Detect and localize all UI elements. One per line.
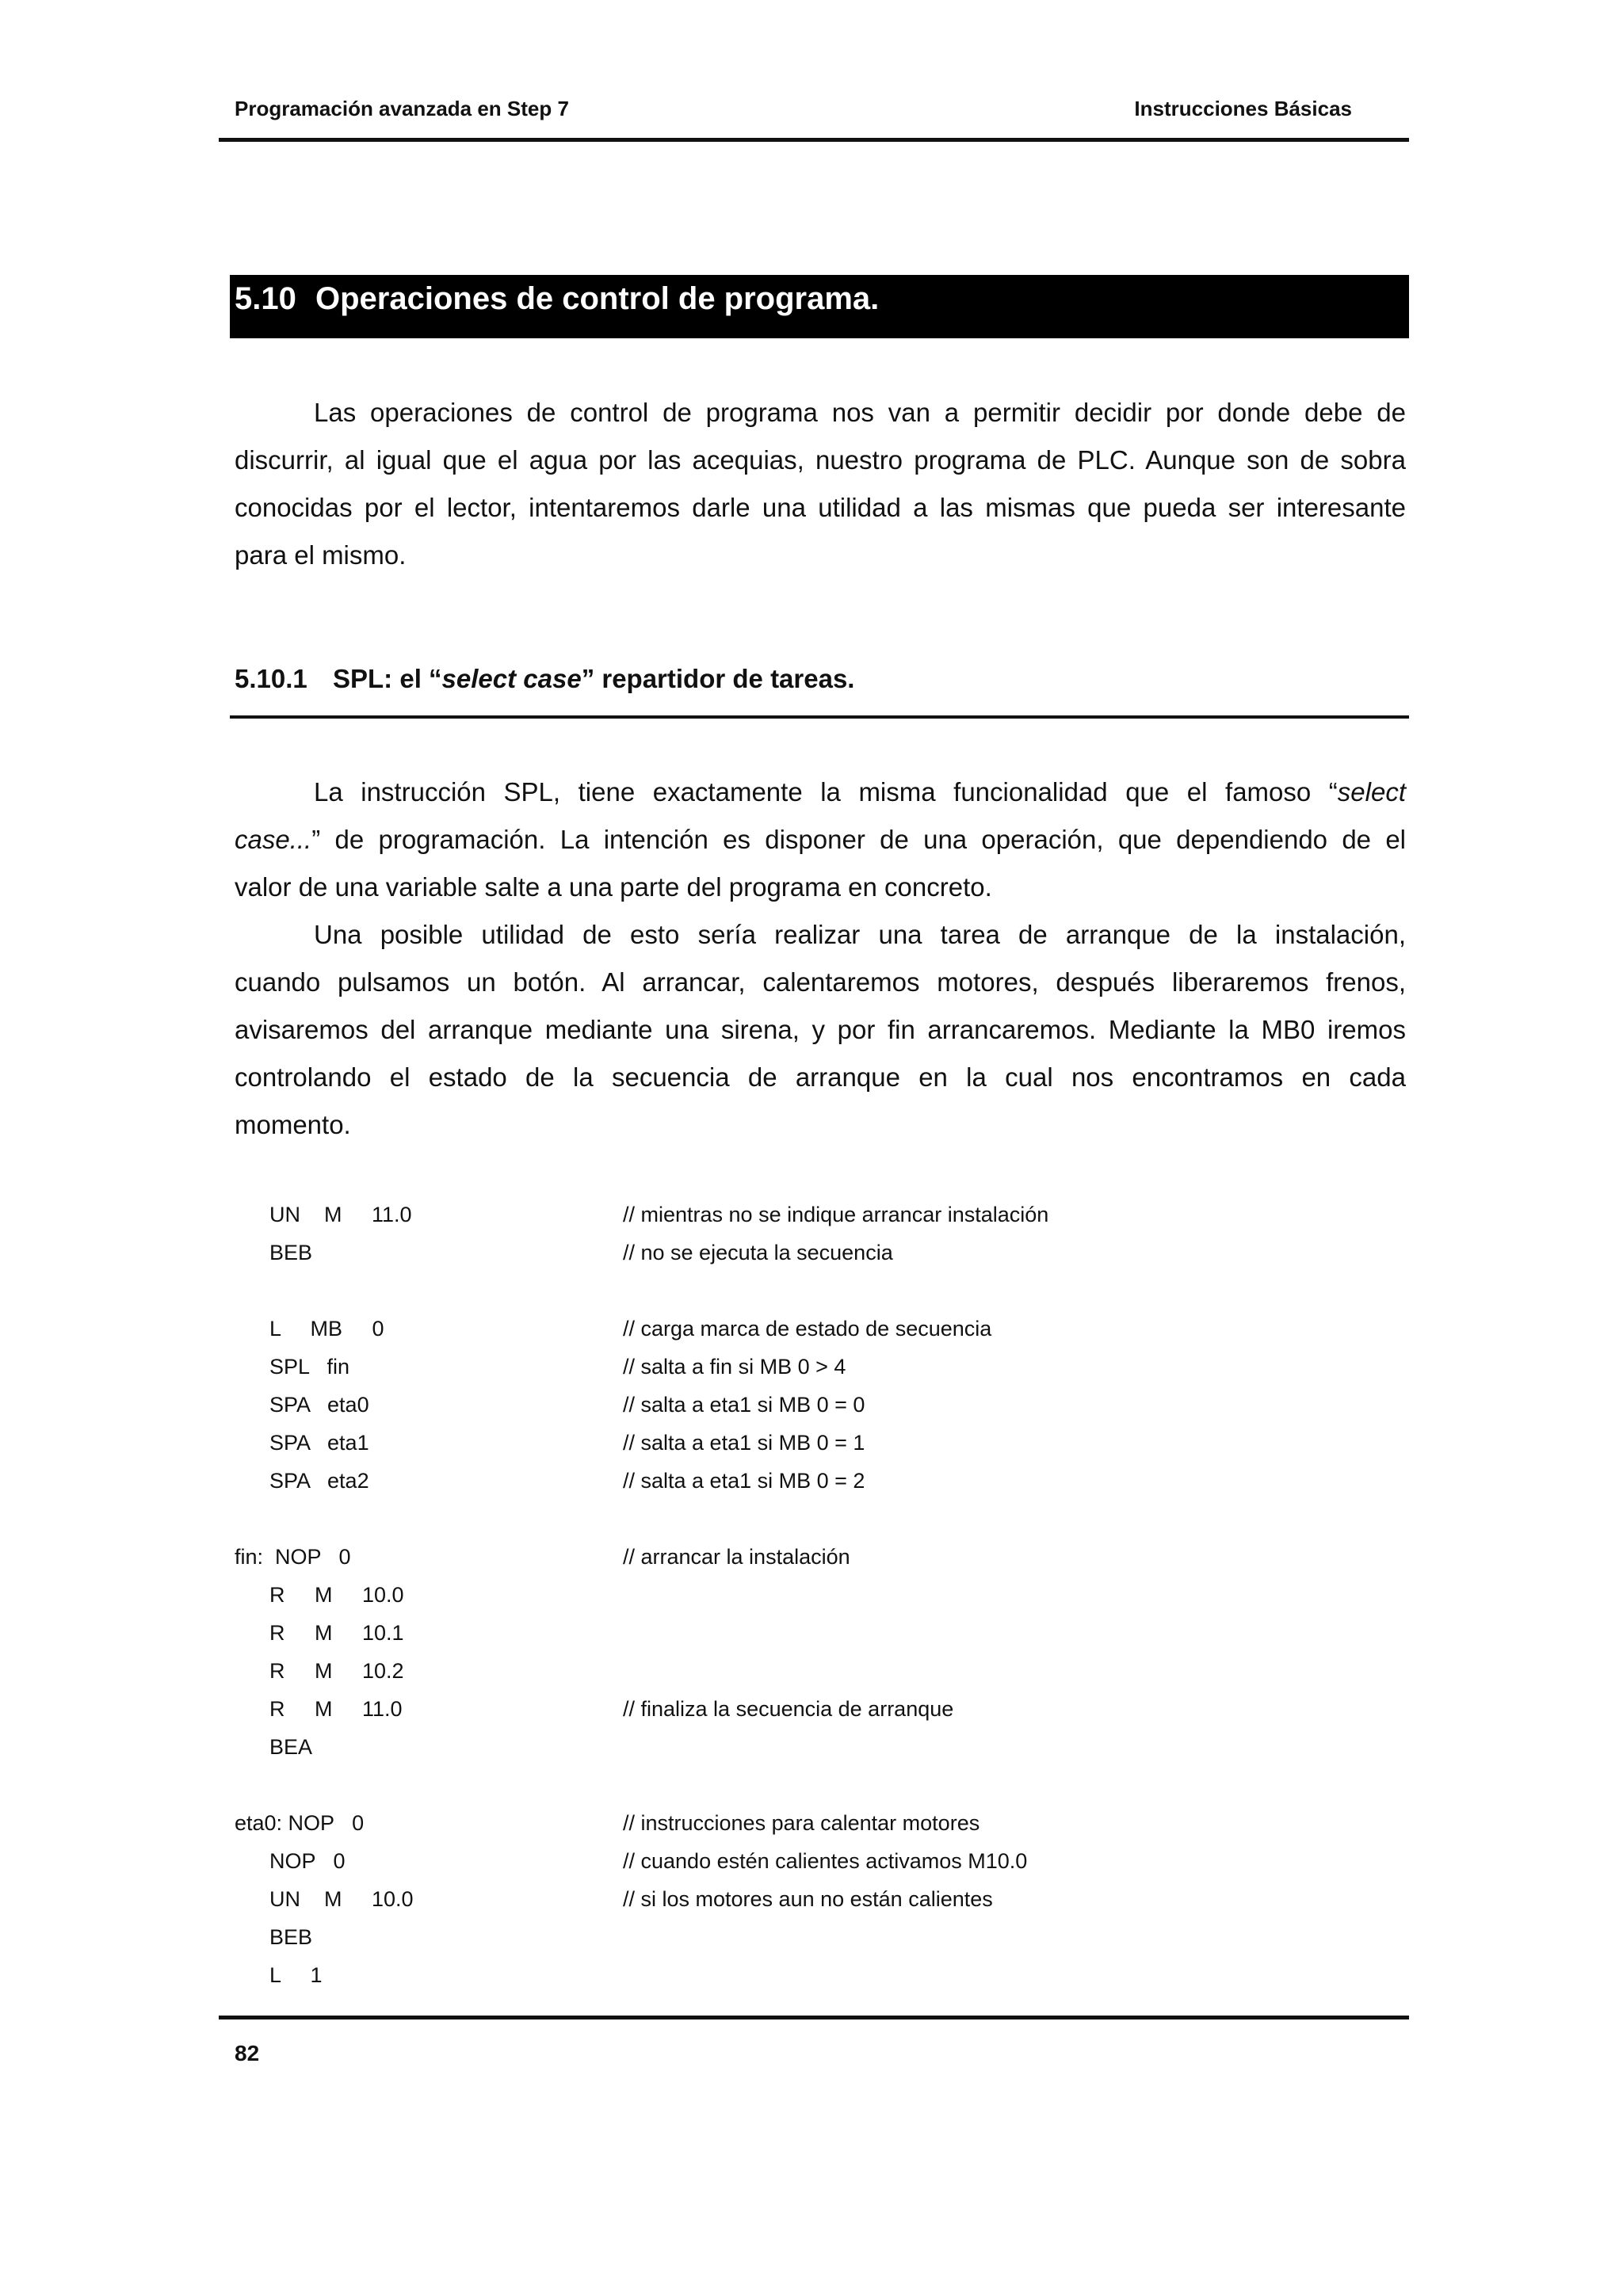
- intro-line: discurrir, al igual que el agua por las acequias, nuestro programa de PLC. Aunque son de sobra: [235, 445, 1406, 475]
- code-comment: // carga marca de estado de secuencia: [623, 1317, 992, 1341]
- usage-line: cuando pulsamos un botón. Al arrancar, calentaremos motores, después liberaremos frenos,: [235, 967, 1406, 997]
- code-line: [0, 1583, 1623, 1615]
- code-statement: L MB 0: [269, 1317, 384, 1341]
- code-statement: fin: NOP 0: [235, 1545, 351, 1569]
- code-statement: NOP 0: [269, 1849, 346, 1873]
- usage-line: avisaremos del arranque mediante una sirena, y por fin arrancaremos. Mediante la MB0 iremos: [235, 1015, 1406, 1044]
- subsection-title-suffix: ” repartidor de tareas.: [581, 664, 855, 693]
- spl-line-text: La instrucción SPL, tiene exactamente la misma funcionalidad que el famoso “: [314, 777, 1338, 807]
- code-line: [0, 1773, 1623, 1805]
- code-line: [0, 1849, 1623, 1881]
- page-number: 82: [235, 2041, 260, 2065]
- code-comment: // salta a fin si MB 0 > 4: [623, 1355, 846, 1379]
- usage-paragraph: [235, 911, 1406, 1149]
- header-book-title: Programación avanzada en Step 7: [235, 97, 569, 120]
- code-statement: R M 11.0: [269, 1697, 403, 1721]
- spl-line: [235, 816, 1406, 864]
- subsection-title-italic: select case: [441, 664, 582, 693]
- spl-line: valor de una variable salte a una parte del programa en concreto.: [235, 872, 992, 902]
- code-line: [0, 1203, 1623, 1234]
- code-statement: SPA eta1: [269, 1431, 369, 1455]
- subsection-number: 5.10.1: [235, 664, 307, 693]
- intro-line: conocidas por el lector, intentaremos darle una utilidad a las mismas que pueda ser interesante: [235, 493, 1406, 522]
- intro-line: Las operaciones de control de programa nos van a permitir decidir por donde debe de: [314, 398, 1406, 427]
- code-statement: L 1: [269, 1963, 323, 1987]
- intro-paragraph: [235, 389, 1406, 579]
- spl-line: [235, 769, 1406, 816]
- code-line: [0, 1355, 1623, 1386]
- spl-line-italic: case...: [235, 825, 312, 854]
- code-comment: // arrancar la instalación: [623, 1545, 850, 1569]
- code-comment: // mientras no se indique arrancar instalación: [623, 1203, 1049, 1226]
- code-statement: UN M 11.0: [269, 1203, 412, 1226]
- header-rule: [219, 138, 1409, 142]
- intro-line: para el mismo.: [235, 540, 407, 570]
- code-statement: BEA: [269, 1735, 313, 1759]
- code-line: [0, 1735, 1623, 1767]
- code-statement: BEB: [269, 1241, 313, 1264]
- subsection-title: [333, 664, 854, 694]
- code-line: [0, 1811, 1623, 1843]
- code-comment: // salta a eta1 si MB 0 = 1: [623, 1431, 865, 1455]
- code-line: [0, 1507, 1623, 1539]
- code-comment: // finaliza la secuencia de arranque: [623, 1697, 954, 1721]
- code-line: [0, 1659, 1623, 1691]
- section-title: Operaciones de control de programa.: [315, 281, 880, 316]
- code-comment: // salta a eta1 si MB 0 = 0: [623, 1393, 865, 1417]
- subsection-rule: [230, 715, 1409, 719]
- code-statement: BEB: [269, 1925, 313, 1949]
- code-statement: R M 10.1: [269, 1621, 404, 1645]
- code-line: [0, 1925, 1623, 1957]
- spl-line-text: ” de programación. La intención es disponer de una operación, que dependiendo de el: [311, 825, 1406, 854]
- code-line: [0, 1393, 1623, 1425]
- code-line: [0, 1697, 1623, 1729]
- code-line: [0, 1963, 1623, 1995]
- code-line: [0, 1887, 1623, 1919]
- code-line: [0, 1621, 1623, 1653]
- code-comment: // si los motores aun no están calientes: [623, 1887, 993, 1911]
- code-statement: UN M 10.0: [269, 1887, 414, 1911]
- code-line: [0, 1241, 1623, 1272]
- code-statement: SPA eta0: [269, 1393, 369, 1417]
- code-comment: // instrucciones para calentar motores: [623, 1811, 980, 1835]
- subsection-title-prefix: SPL: el “: [333, 664, 442, 693]
- code-line: [0, 1469, 1623, 1501]
- spl-paragraph: [235, 769, 1406, 911]
- usage-line: controlando el estado de la secuencia de arranque en la cual nos encontramos en cada: [235, 1062, 1406, 1092]
- code-line: [0, 1545, 1623, 1577]
- section-number: 5.10: [235, 281, 296, 316]
- code-statement: eta0: NOP 0: [235, 1811, 365, 1835]
- usage-line: momento.: [235, 1110, 351, 1139]
- footer-rule: [219, 2016, 1409, 2019]
- code-comment: // no se ejecuta la secuencia: [623, 1241, 893, 1264]
- code-line: [0, 1431, 1623, 1463]
- running-header: [235, 97, 1352, 128]
- code-comment: // salta a eta1 si MB 0 = 2: [623, 1469, 865, 1493]
- usage-line: Una posible utilidad de esto sería realizar una tarea de arranque de la instalación,: [314, 920, 1406, 949]
- code-comment: // cuando estén calientes activamos M10.0: [623, 1849, 1028, 1873]
- code-statement: SPL fin: [269, 1355, 350, 1379]
- code-statement: SPA eta2: [269, 1469, 369, 1493]
- header-chapter-title: Instrucciones Básicas: [1134, 97, 1352, 120]
- code-line: [0, 1317, 1623, 1348]
- spl-line-italic: select: [1337, 777, 1406, 807]
- section-heading: [230, 275, 1409, 338]
- code-statement: R M 10.0: [269, 1583, 404, 1607]
- code-line: [0, 1279, 1623, 1310]
- code-statement: R M 10.2: [269, 1659, 404, 1683]
